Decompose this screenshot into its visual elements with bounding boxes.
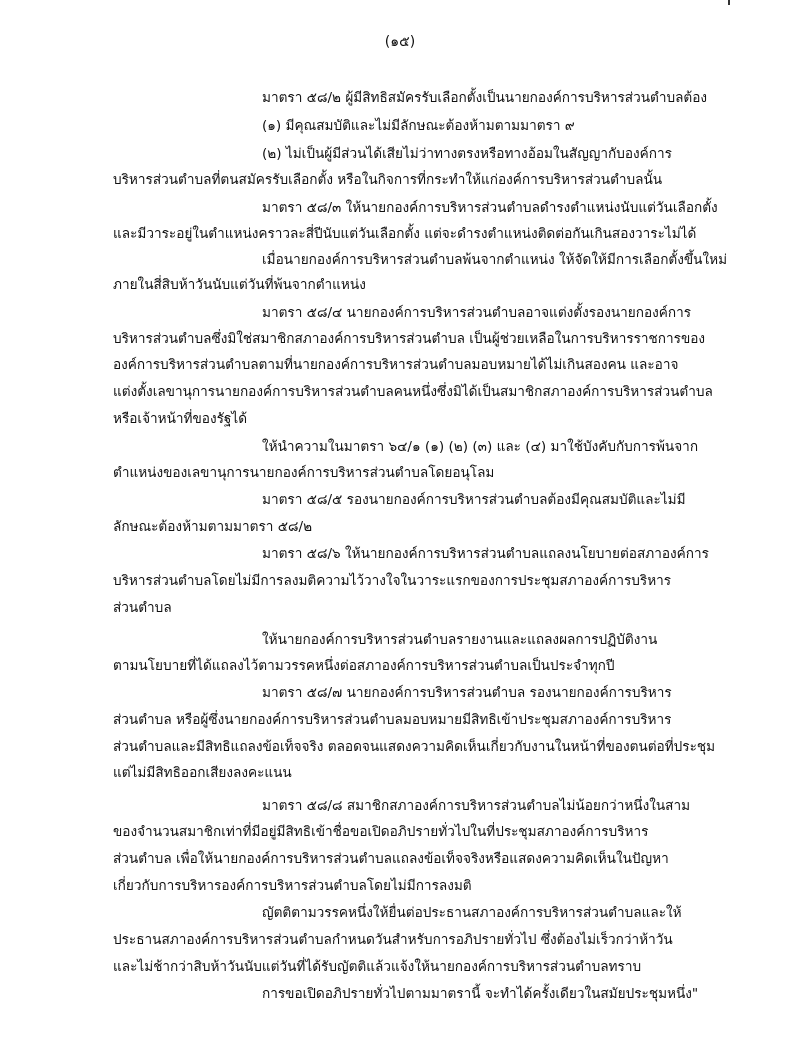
text-line-1: มาตรา ๕๘/๒ ผู้มีสิทธิสมัครรับเลือกตั้งเป็นนายกองค์การบริหารส่วนตำบลต้อง	[262, 90, 708, 106]
text-line-14: ให้นำความในมาตรา ๖๔/๑ (๑) (๒) (๓) และ (๔) มาใช้บังคับกับการพ้นจาก	[262, 439, 699, 455]
text-line-10: บริหารส่วนตำบลซึ่งมิใช่สมาชิกสภาองค์การบริหารส่วนตำบล เป็นผู้ช่วยเหลือในการบริหารราชการของ	[113, 331, 706, 347]
scan-mark	[728, 0, 730, 5]
text-line-6: และมีวาระอยู่ในตำแหน่งคราวละสี่ปีนับแต่วันเลือกตั้ง แต่จะดำรงตำแหน่งติดต่อกันเกินสองวาระไม่ได้	[113, 226, 697, 242]
text-line-26: แต่ไม่มีสิทธิออกเสียงลงคะแนน	[113, 765, 292, 781]
text-line-3: (๒) ไม่เป็นผู้มีส่วนได้เสียไม่ว่าทางตรงหรือทางอ้อมในสัญญากับองค์การ	[262, 146, 672, 162]
text-line-11: องค์การบริหารส่วนตำบลตามที่นายกองค์การบริหารส่วนตำบลมอบหมายได้ไม่เกินสองคน และอาจ	[113, 357, 679, 373]
text-line-23: มาตรา ๕๘/๗ นายกองค์การบริหารส่วนตำบล รองนายกองค์การบริหาร	[262, 685, 672, 701]
text-line-15: ตำแหน่งของเลขานุการนายกองค์การบริหารส่วนตำบลโดยอนุโลม	[113, 465, 495, 481]
page-number: (๑๕)	[384, 34, 416, 50]
text-line-9: มาตรา ๕๘/๔ นายกองค์การบริหารส่วนตำบลอาจแต่งตั้งรองนายกองค์การ	[262, 305, 692, 321]
text-line-22: ตามนโยบายที่ได้แถลงไว้ตามวรรคหนึ่งต่อสภาองค์การบริหารส่วนตำบลเป็นประจำทุกปี	[113, 658, 615, 674]
text-line-17: ลักษณะต้องห้ามตามมาตรา ๕๘/๒	[113, 519, 313, 535]
text-line-27: มาตรา ๕๘/๘ สมาชิกสภาองค์การบริหารส่วนตำบลไม่น้อยกว่าหนึ่งในสาม	[262, 798, 691, 814]
text-line-25: ส่วนตำบลและมีสิทธิแถลงข้อเท็จจริง ตลอดจนแสดงความคิดเห็นเกี่ยวกับงานในหน้าที่ของตนต่อที่ประชุม	[113, 739, 716, 755]
text-line-31: ญัตติตามวรรคหนึ่งให้ยื่นต่อประธานสภาองค์การบริหารส่วนตำบลและให้	[262, 905, 682, 921]
text-line-12: แต่งตั้งเลขานุการนายกองค์การบริหารส่วนตำบลคนหนึ่งซึ่งมิได้เป็นสมาชิกสภาองค์การบริหารส่วนตำบล	[113, 384, 713, 400]
text-line-7: เมื่อนายกองค์การบริหารส่วนตำบลพ้นจากตำแหน่ง ให้จัดให้มีการเลือกตั้งขึ้นใหม่	[262, 252, 728, 268]
text-line-24: ส่วนตำบล หรือผู้ซึ่งนายกองค์การบริหารส่วนตำบลมอบหมายมีสิทธิเข้าประชุมสภาองค์การบริหาร	[113, 712, 672, 728]
text-line-28: ของจำนวนสมาชิกเท่าที่มีอยู่มีสิทธิเข้าชื่อขอเปิดอภิปรายทั่วไปในที่ประชุมสภาองค์การบริหาร	[113, 824, 649, 840]
text-line-19: บริหารส่วนตำบลโดยไม่มีการลงมติความไว้วางใจในวาระแรกของการประชุมสภาองค์การบริหาร	[113, 573, 672, 589]
text-line-33: และไม่ช้ากว่าสิบห้าวันนับแต่วันที่ได้รับญัตติแล้วแจ้งให้นายกองค์การบริหารส่วนตำบลทราบ	[113, 959, 642, 975]
text-line-32: ประธานสภาองค์การบริหารส่วนตำบลกำหนดวันสำหรับการอภิปรายทั่วไป ซึ่งต้องไม่เร็วกว่าห้าวัน	[113, 932, 673, 948]
text-line-2: (๑) มีคุณสมบัติและไม่มีลักษณะต้องห้ามตามมาตรา ๙	[262, 118, 575, 134]
text-line-30: เกี่ยวกับการบริหารองค์การบริหารส่วนตำบลโดยไม่มีการลงมติ	[113, 878, 472, 894]
text-line-20: ส่วนตำบล	[113, 600, 172, 616]
text-line-34: การขอเปิดอภิปรายทั่วไปตามมาตรานี้ จะทำได้ครั้งเดียวในสมัยประชุมหนึ่ง"	[262, 986, 699, 1002]
text-line-16: มาตรา ๕๘/๕ รองนายกองค์การบริหารส่วนตำบลต้องมีคุณสมบัติและไม่มี	[262, 492, 686, 508]
text-line-18: มาตรา ๕๘/๖ ให้นายกองค์การบริหารส่วนตำบลแถลงนโยบายต่อสภาองค์การ	[262, 546, 709, 562]
text-line-5: มาตรา ๕๘/๓ ให้นายกองค์การบริหารส่วนตำบลดำรงตำแหน่งนับแต่วันเลือกตั้ง	[262, 200, 718, 216]
text-line-21: ให้นายกองค์การบริหารส่วนตำบลรายงานและแถลงผลการปฏิบัติงาน	[262, 632, 658, 648]
text-line-4: บริหารส่วนตำบลที่ตนสมัครรับเลือกตั้ง หรือในกิจการที่กระทำให้แก่องค์การบริหารส่วนตำบลนั้น	[113, 172, 663, 188]
text-line-8: ภายในสี่สิบห้าวันนับแต่วันที่พ้นจากตำแหน่ง	[113, 277, 366, 293]
text-line-13: หรือเจ้าหน้าที่ของรัฐได้	[113, 411, 248, 427]
text-line-29: ส่วนตำบล เพื่อให้นายกองค์การบริหารส่วนตำบลแถลงข้อเท็จจริงหรือแสดงความคิดเห็นในปัญหา	[113, 851, 669, 867]
